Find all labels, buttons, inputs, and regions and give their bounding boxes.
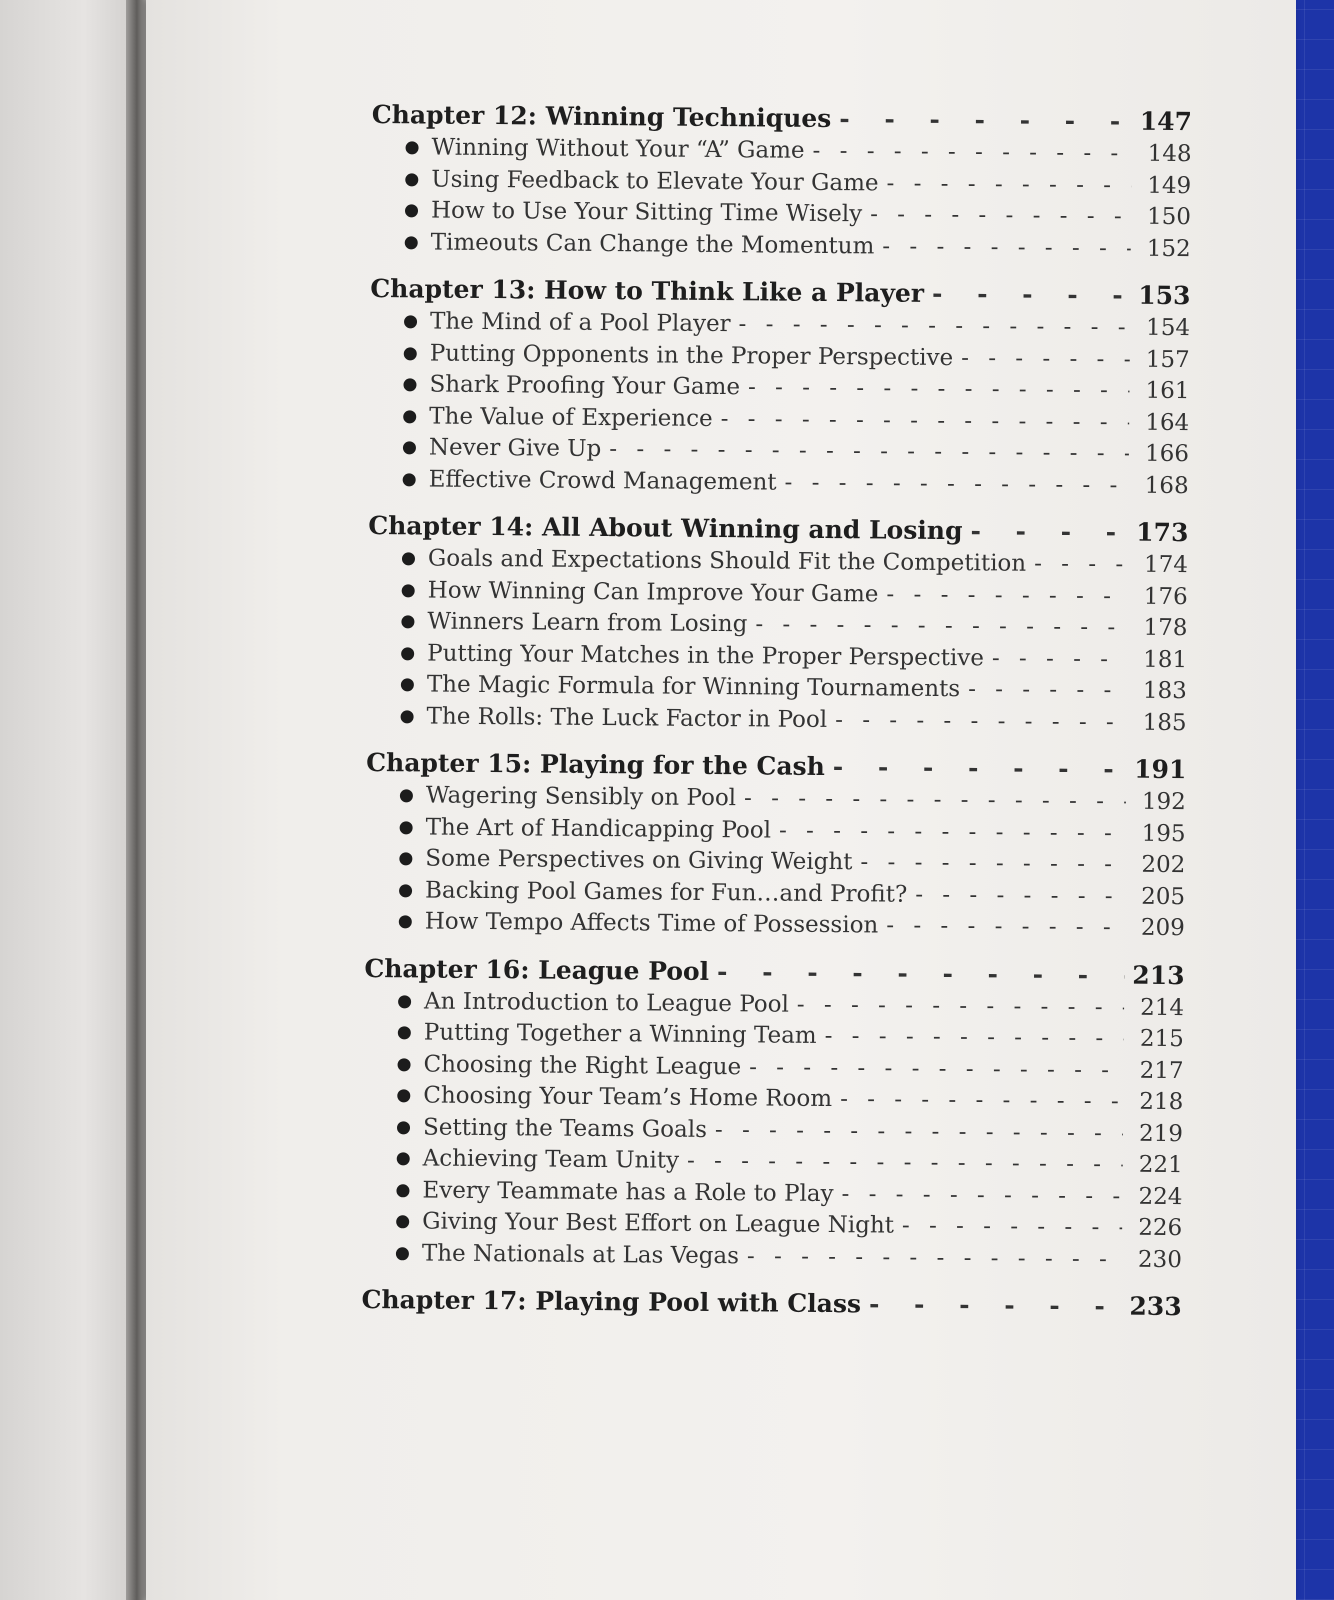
entry-page-number: 178 bbox=[1143, 614, 1188, 642]
toc-chapter bbox=[362, 951, 1185, 1276]
entry-title: The Mind of a Pool Player bbox=[429, 308, 731, 338]
entry-page-number: 164 bbox=[1145, 409, 1190, 436]
toc-entry bbox=[371, 226, 1191, 265]
toc-entry bbox=[365, 906, 1185, 945]
entry-page-number: 209 bbox=[1140, 914, 1185, 942]
entry-title: Never Give Up bbox=[428, 434, 602, 463]
dot-leader bbox=[932, 277, 1131, 313]
dot-leader bbox=[825, 1021, 1124, 1055]
dot-leader bbox=[747, 1241, 1122, 1276]
dot-leader bbox=[860, 847, 1125, 881]
entry-title: The Art of Handicapping Pool bbox=[425, 813, 772, 844]
dot-leader bbox=[779, 815, 1126, 850]
entry-page-number: 219 bbox=[1138, 1120, 1184, 1147]
entry-title: The Value of Experience bbox=[429, 403, 713, 432]
bullet-icon bbox=[398, 1058, 411, 1071]
entry-page-number: 174 bbox=[1143, 551, 1189, 579]
dot-leader bbox=[841, 1179, 1122, 1213]
entry-title: Winners Learn from Losing bbox=[427, 608, 748, 638]
entry-page-number: 202 bbox=[1141, 851, 1186, 879]
entry-title: How Winning Can Improve Your Game bbox=[427, 577, 879, 607]
bullet-icon bbox=[397, 1090, 410, 1103]
dot-leader bbox=[748, 372, 1130, 407]
toc-entry bbox=[369, 463, 1189, 502]
entry-page-number: 221 bbox=[1138, 1151, 1183, 1179]
dot-leader bbox=[687, 1146, 1123, 1181]
chapter-title: Chapter 14: All About Winning and Losing bbox=[368, 510, 963, 546]
entry-page-number: 226 bbox=[1138, 1214, 1183, 1242]
chapter-title: Chapter 17: Playing Pool with Class bbox=[361, 1284, 862, 1319]
dot-leader bbox=[812, 136, 1131, 170]
entry-title: Every Teammate has a Role to Play bbox=[422, 1176, 834, 1207]
bullet-icon bbox=[399, 853, 412, 866]
dot-leader bbox=[968, 674, 1127, 707]
entry-title: Backing Pool Games for Fun…and Profit? bbox=[424, 876, 908, 908]
table-of-contents bbox=[361, 98, 1192, 1338]
dot-leader bbox=[720, 404, 1129, 439]
dot-leader bbox=[1034, 549, 1128, 581]
entry-title: Choosing Your Team’s Home Room bbox=[423, 1082, 833, 1113]
dot-leader bbox=[717, 955, 1125, 993]
toc-chapter bbox=[365, 746, 1187, 945]
dot-leader bbox=[870, 199, 1131, 233]
dot-leader bbox=[882, 231, 1131, 265]
bullet-icon bbox=[404, 347, 417, 360]
bullet-icon bbox=[400, 790, 413, 803]
bullet-icon bbox=[396, 1216, 409, 1229]
entry-page-number: 176 bbox=[1143, 583, 1188, 610]
bullet-icon bbox=[401, 679, 414, 692]
chapter-page-number: 173 bbox=[1136, 517, 1189, 548]
bullet-icon bbox=[403, 379, 416, 392]
bullet-icon bbox=[403, 473, 416, 486]
dot-leader bbox=[869, 1287, 1122, 1323]
bullet-icon bbox=[402, 553, 415, 566]
bullet-icon bbox=[396, 1184, 409, 1197]
entry-title: Putting Together a Winning Team bbox=[423, 1019, 817, 1049]
entry-title: Goals and Expectations Should Fit the Competition bbox=[427, 545, 1027, 577]
chapter-page-number: 153 bbox=[1138, 280, 1191, 311]
entry-page-number: 230 bbox=[1137, 1246, 1183, 1273]
bullet-icon bbox=[398, 995, 411, 1008]
chapter-page-number: 147 bbox=[1139, 106, 1193, 137]
entry-page-number: 161 bbox=[1145, 377, 1190, 405]
dot-leader bbox=[961, 343, 1130, 376]
bullet-icon bbox=[405, 236, 418, 249]
entry-title: An Introduction to League Pool bbox=[424, 987, 789, 1018]
bullet-icon bbox=[397, 1153, 410, 1166]
dot-leader bbox=[992, 643, 1128, 676]
left-page bbox=[0, 0, 140, 1600]
dot-leader bbox=[738, 309, 1130, 344]
dot-leader bbox=[886, 579, 1127, 613]
toc-entry bbox=[366, 700, 1186, 739]
entry-title: Winning Without Your “A” Game bbox=[431, 134, 805, 164]
entry-page-number: 214 bbox=[1140, 994, 1185, 1021]
entry-title: How Tempo Affects Time of Possession bbox=[424, 908, 879, 939]
dot-leader bbox=[749, 1052, 1124, 1087]
toc-chapter bbox=[366, 509, 1188, 739]
bullet-icon bbox=[403, 442, 416, 455]
entry-title: The Rolls: The Luck Factor in Pool bbox=[426, 703, 828, 733]
entry-page-number: 166 bbox=[1144, 440, 1190, 468]
toc-chapter bbox=[369, 272, 1191, 502]
chapter-title: Chapter 12: Winning Techniques bbox=[371, 99, 832, 134]
entry-page-number: 185 bbox=[1142, 709, 1187, 736]
entry-page-number: 150 bbox=[1146, 203, 1192, 231]
entry-page-number: 149 bbox=[1147, 172, 1192, 199]
entry-title: Timeouts Can Change the Momentum bbox=[430, 229, 875, 259]
entry-page-number: 205 bbox=[1141, 883, 1186, 910]
dot-leader bbox=[715, 1115, 1123, 1150]
bullet-icon bbox=[398, 1027, 411, 1040]
bullet-icon bbox=[405, 173, 418, 186]
chapter-page-number: 233 bbox=[1129, 1291, 1182, 1322]
chapter-page-number: 213 bbox=[1132, 960, 1185, 990]
dot-leader bbox=[833, 750, 1127, 787]
entry-page-number: 217 bbox=[1139, 1057, 1184, 1084]
bullet-icon bbox=[406, 142, 419, 155]
entry-title: Using Feedback to Elevate Your Game bbox=[431, 166, 879, 196]
chapter-title: Chapter 15: Playing for the Cash bbox=[366, 747, 825, 781]
bullet-icon bbox=[397, 1121, 410, 1134]
bullet-icon bbox=[403, 410, 416, 423]
dot-leader bbox=[835, 705, 1127, 739]
entry-page-number: 168 bbox=[1144, 472, 1189, 499]
entry-page-number: 215 bbox=[1139, 1025, 1184, 1053]
entry-page-number: 148 bbox=[1147, 140, 1192, 168]
entry-title: Shark Proofing Your Game bbox=[429, 371, 741, 401]
entry-page-number: 181 bbox=[1143, 646, 1188, 673]
toc-chapter bbox=[371, 98, 1192, 265]
dot-leader bbox=[744, 783, 1126, 818]
dot-leader bbox=[797, 989, 1124, 1023]
entry-title: Choosing the Right League bbox=[423, 1050, 742, 1080]
bullet-icon bbox=[404, 316, 417, 329]
bullet-icon bbox=[401, 647, 414, 660]
entry-title: Some Perspectives on Giving Weight bbox=[425, 845, 853, 876]
bullet-icon bbox=[405, 205, 418, 218]
entry-title: The Magic Formula for Winning Tournaments bbox=[426, 671, 961, 703]
dot-leader bbox=[755, 609, 1127, 644]
entry-title: The Nationals at Las Vegas bbox=[421, 1239, 740, 1269]
dot-leader bbox=[902, 1211, 1123, 1244]
bullet-icon bbox=[401, 616, 414, 629]
chapter-title: Chapter 16: League Pool bbox=[364, 953, 710, 986]
entry-title: Setting the Teams Goals bbox=[422, 1113, 708, 1143]
entry-title: Putting Opponents in the Proper Perspective bbox=[429, 340, 954, 371]
entry-title: Putting Your Matches in the Proper Perspective bbox=[427, 640, 985, 671]
toc-chapter bbox=[361, 1283, 1181, 1324]
entry-page-number: 218 bbox=[1139, 1088, 1184, 1116]
entry-title: How to Use Your Sitting Time Wisely bbox=[430, 197, 863, 228]
entry-title: Effective Crowd Management bbox=[428, 466, 777, 496]
bullet-icon bbox=[402, 584, 415, 597]
dot-leader bbox=[915, 879, 1125, 912]
entry-page-number: 192 bbox=[1141, 788, 1186, 816]
entry-page-number: 183 bbox=[1142, 677, 1187, 705]
entry-page-number: 152 bbox=[1146, 235, 1191, 262]
toc-entry bbox=[362, 1237, 1182, 1276]
entry-page-number: 195 bbox=[1141, 820, 1186, 847]
dot-leader bbox=[840, 1084, 1123, 1118]
bullet-icon bbox=[396, 1247, 409, 1260]
bullet-icon bbox=[399, 916, 412, 929]
bullet-icon bbox=[401, 710, 414, 723]
dot-leader bbox=[886, 911, 1125, 945]
dot-leader bbox=[784, 467, 1128, 502]
bullet-icon bbox=[399, 884, 412, 897]
chapter-heading bbox=[361, 1283, 1181, 1324]
dot-leader bbox=[609, 434, 1129, 470]
dot-leader bbox=[839, 102, 1132, 139]
dot-leader bbox=[886, 168, 1131, 202]
chapter-page-number: 191 bbox=[1134, 754, 1187, 785]
entry-title: Achieving Team Unity bbox=[422, 1145, 680, 1174]
entry-page-number: 154 bbox=[1146, 314, 1191, 342]
dot-leader bbox=[970, 514, 1128, 549]
entry-title: Wagering Sensibly on Pool bbox=[425, 782, 737, 812]
entry-page-number: 224 bbox=[1138, 1183, 1183, 1210]
chapter-title: Chapter 13: How to Think Like a Player bbox=[370, 273, 925, 308]
entry-page-number: 157 bbox=[1145, 346, 1190, 373]
entry-title: Giving Your Best Effort on League Night bbox=[422, 1208, 895, 1239]
bullet-icon bbox=[400, 821, 413, 834]
